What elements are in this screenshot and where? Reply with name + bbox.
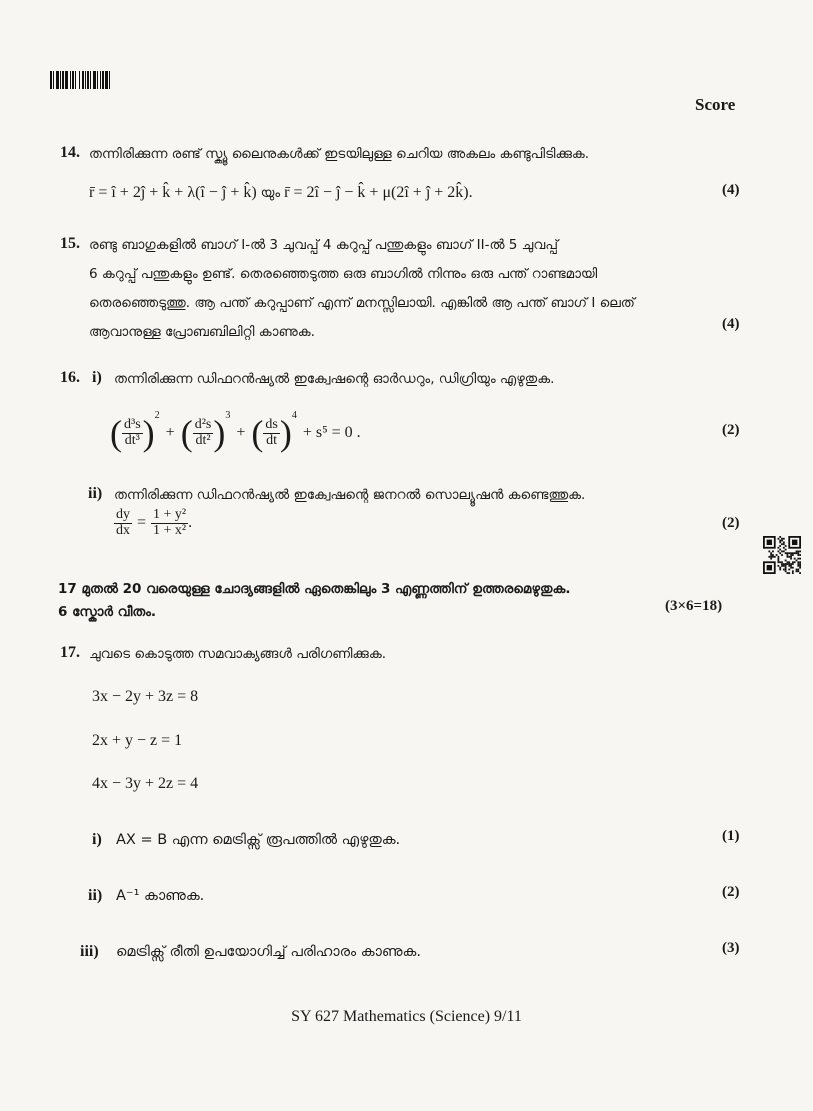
q17-eq1: 3x − 2y + 3z = 8 — [92, 688, 199, 705]
q17-i-label: i) — [92, 831, 102, 848]
q16-part-i-label: i) — [92, 369, 102, 386]
q17-text: ചുവടെ കൊടുത്ത സമവാക്യങ്ങൾ പരിഗണിക്കുക. — [89, 646, 387, 662]
q17-ii-label: ii) — [88, 887, 103, 904]
q16-frac-d2: $\frac{\text{d²s}}{\text{dt²}}$ — [194, 416, 212, 448]
q15-number: 15. — [60, 235, 80, 252]
q17-i-marks: (1) — [722, 828, 740, 844]
q15-line3: തെരഞ്ഞെടുത്തു. ആ പന്ത് കറുപ്പാണ് എന്ന് മനസ്സിലായി. എങ്കിൽ ആ പന്ത് ബാഗ് I ലെത് — [89, 295, 635, 311]
q16-equation: ( $\frac{\text{d³s}}{\text{dt³}}$ ) $^2$ + ( $\frac{\text{d²s}}{\text{dt²}}$ ) $^3$ + ( $\frac{ds}{dt}$ ) $^4$ + s⁵ = 0 . — [110, 410, 361, 453]
barcode-bar — [110, 71, 112, 89]
qr-code-icon — [763, 536, 801, 574]
q16-number: 16. — [60, 369, 80, 386]
q16-frac-d1: $\frac{ds}{dt}$ — [265, 416, 278, 448]
q15-line4: ആവാനുള്ള പ്രോബബിലിറ്റി കാണുക. — [89, 324, 315, 340]
q14-eq-part1: r̄ = î + 2ĵ + k̂ + λ(î − ĵ + k̂) — [89, 184, 257, 201]
q16-part-ii-text: തന്നിരിക്കുന്ന ഡിഫറൻഷ്യൽ ഇക്വേഷന്റെ ജനറൽ സൊല്യൂഷൻ കണ്ടെത്തുക. — [114, 487, 586, 503]
q14-equation — [89, 184, 473, 202]
q16-part-ii-marks: (2) — [722, 515, 740, 531]
q15-line2: 6 കറുപ്പ് പന്തുകളും ഉണ്ട്. തെരഞ്ഞെടുത്ത ഒരു ബാഗിൽ നിന്നും ഒരു പന്ത് റാണ്ടമായി — [89, 266, 598, 282]
q17-iii-marks: (3) — [722, 940, 740, 956]
q14-eq-part2: r̄ = 2î − ĵ − k̂ + μ(2î + ĵ + 2k̂). — [284, 184, 473, 201]
q14-text: തന്നിരിക്കുന്ന രണ്ട് സ്ക്യൂ ലൈനുകൾക്ക് ഇടയിലുള്ള ചെറിയ അകലം കണ്ടുപിടിക്കുക. — [89, 146, 590, 162]
q17-iii-text: മെട്രിക്സ് രീതി ഉപയോഗിച്ച് പരിഹാരം കാണുക. — [116, 944, 421, 960]
instruction-line1: 17 മുതൽ 20 വരെയുള്ള ചോദ്യങ്ങളിൽ ഏതെങ്കിലും 3 എണ്ണത്തിന് ഉത്തരമെഴുതുക. — [58, 581, 571, 597]
q14-marks: (4) — [722, 182, 740, 198]
q16-part-i-text: തന്നിരിക്കുന്ന ഡിഫറൻഷ്യൽ ഇക്വേഷന്റെ ഓർഡറും, ഡിഗ്രിയും എഴുതുക. — [114, 371, 555, 387]
q16-part-ii-equation: $\frac{dy}{dx}$ = $\frac{\text{1 + y²}}{\text{1 + x²}}$ . — [116, 507, 193, 538]
q14-conj: യും — [260, 185, 281, 201]
instruction-line2: 6 സ്കോർ വീതം. — [58, 604, 157, 620]
q17-eq2: 2x + y − z = 1 — [92, 732, 183, 749]
q16-part-ii-label: ii) — [88, 485, 103, 502]
q15-line1: രണ്ടു ബാഗുകളിൽ ബാഗ് I-ൽ 3 ചുവപ്പ് 4 കറുപ്പ് പന്തുകളും ബാഗ് II-ൽ 5 ചുവപ്പ് — [89, 237, 558, 253]
instruction-marks: (3×6=18) — [665, 598, 723, 614]
q17-number: 17. — [60, 644, 80, 661]
q17-iii-label: iii) — [80, 943, 99, 960]
score-label: Score — [695, 95, 736, 114]
q17-ii-marks: (2) — [722, 884, 740, 900]
barcode — [50, 71, 154, 89]
q16-part-i-marks: (2) — [722, 422, 740, 438]
q17-eq3: 4x − 3y + 2z = 4 — [92, 775, 199, 792]
q17-i-text: AX = B എന്ന മെട്രിക്സ് രൂപത്തിൽ എഴുതുക. — [116, 832, 401, 848]
q15-marks: (4) — [722, 316, 740, 332]
q17-ii-text: A⁻¹ കാണുക. — [116, 888, 205, 904]
page-footer: SY 627 Mathematics (Science) 9/11 — [291, 1008, 522, 1025]
q14-number: 14. — [60, 144, 80, 161]
q16-frac-d3: $\frac{\text{d³s}}{\text{dt³}}$ — [124, 416, 141, 448]
